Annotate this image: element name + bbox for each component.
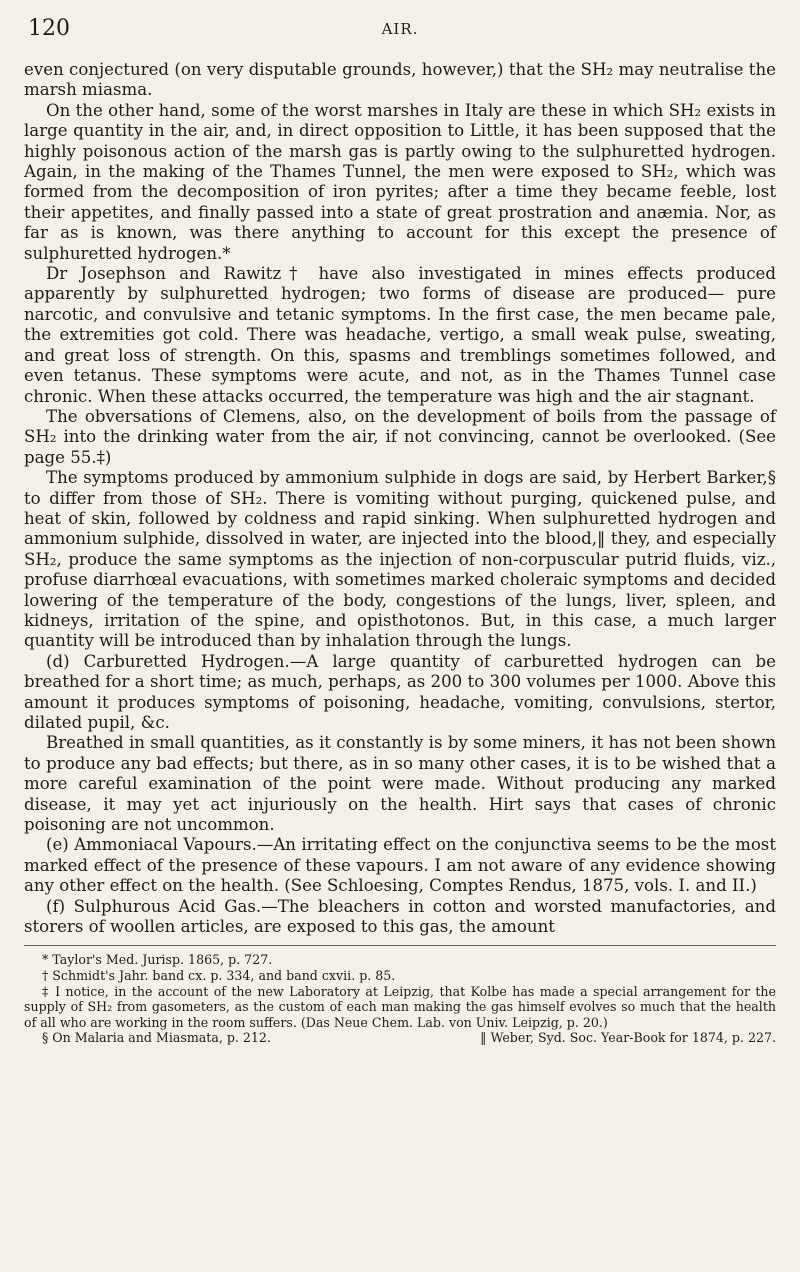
book-page — [24, 16, 776, 1256]
page-number: 120 — [28, 16, 70, 41]
page-header — [24, 16, 776, 44]
footnote: * Taylor's Med. Jurisp. 1865, p. 727. — [42, 952, 273, 968]
paragraph: Dr Josephson and Rawitz† have also investigated in mines effects produced apparently by sulphuretted hydrogen; two forms of disease are produced— pure narcotic, and convulsive and tetanic symptoms. In the first case, the men became pale, the extremities got cold. There was headache, vertigo, a small weak pulse, sweating, and great loss of strength. On this, spasms and tremblings sometimes followed, and even tetanus. These symptoms were acute, and not, as in the Thames Tunnel case chronic. When these attacks occurred, the temperature was high and the air stagnant. — [24, 264, 776, 406]
footnotes — [24, 952, 776, 1046]
footnote-divider — [24, 945, 776, 946]
paragraph: On the other hand, some of the worst marshes in Italy are these in which SH₂ exists in large quantity in the air, and, in direct opposition to Little, it has been supposed that the highly poisonous action of the marsh gas is partly owing to the sulphuretted hydrogen. Again, in the making of the Thames Tunnel, the men were exposed to SH₂, which was formed from the decomposition of iron pyrites; after a time they became feeble, lost their appetites, and finally passed into a state of great prostration and anæmia. Nor, as far as is known, was there anything to account for this except the presence of sulphuretted hydrogen.* — [24, 100, 776, 263]
body-text — [24, 60, 776, 937]
footnote: § On Malaria and Miasmata, p. 212. — [42, 1030, 271, 1046]
paragraph: The symptoms produced by ammonium sulphide in dogs are said, by Herbert Barker,§ to differ from those of SH₂. There is vomiting without purging, quickened pulse, and heat of skin, followed by coldness and rapid sinking. When sulphuretted hydrogen and ammonium sulphide, dissolved in water, are injected into the blood,‖ they, and especially SH₂, produce the same symptoms as the injection of non-corpuscular putrid fluids, viz., profuse diarrhœal evacuations, with sometimes marked choleraic symptoms and decided lowering of the temperature of the body, congestions of the lungs, liver, spleen, and kidneys, irritation of the spine, and opisthotonos. But, in this case, a much larger quantity will be introduced than by inhalation through the lungs. — [24, 468, 776, 651]
footnote: † Schmidt's Jahr. band cx. p. 334, and band cxvii. p. 85. — [42, 968, 396, 984]
paragraph: The obversations of Clemens, also, on the development of boils from the passage of SH₂ into the drinking water from the air, if not convincing, cannot be overlooked. (See page 55.‡) — [24, 406, 776, 467]
footnote: ‡ I notice, in the account of the new Laboratory at Leipzig, that Kolbe has made a special arrangement for the supply of SH₂ from gasometers, as the custom of each man making the gas himself evolves so much that the health of all who are working in the room suffers. (Das Neue Chem. Lab. von Univ. Leipzig, p. 20.) — [24, 983, 776, 1030]
paragraph: Breathed in small quantities, as it constantly is by some miners, it has not been shown to produce any bad effects; but there, as in so many other cases, it is to be wished that a more careful examination of the point were made. Without producing any marked disease, it may yet act injuriously on the health. Hirt says that cases of chronic poisoning are not uncommon. — [24, 733, 776, 835]
footnote: ‖ Weber, Syd. Soc. Year-Book for 1874, p. 227. — [480, 1030, 776, 1046]
paragraph: (f) Sulphurous Acid Gas.—The bleachers in cotton and worsted manufactories, and storers of woollen articles, are exposed to this gas, the amount — [24, 896, 776, 937]
paragraph: even conjectured (on very disputable grounds, however,) that the SH₂ may neutralise the marsh miasma. — [24, 60, 776, 100]
footnote-pair — [24, 1030, 776, 1046]
paragraph: (d) Carburetted Hydrogen.—A large quantity of carburetted hydrogen can be breathed for a short time; as much, perhaps, as 200 to 300 volumes per 1000. Above this amount it produces symptoms of poisoning, headache, vomiting, convulsions, stertor, dilated pupil, &c. — [24, 651, 776, 732]
paragraph: (e) Ammoniacal Vapours.—An irritating effect on the conjunctiva seems to be the most marked effect of the presence of these vapours. I am not aware of any evidence showing any other effect on the health. (See Schloesing, Comptes Rendus, 1875, vols. I. and II.) — [24, 835, 776, 896]
running-head: AIR. — [381, 20, 419, 38]
